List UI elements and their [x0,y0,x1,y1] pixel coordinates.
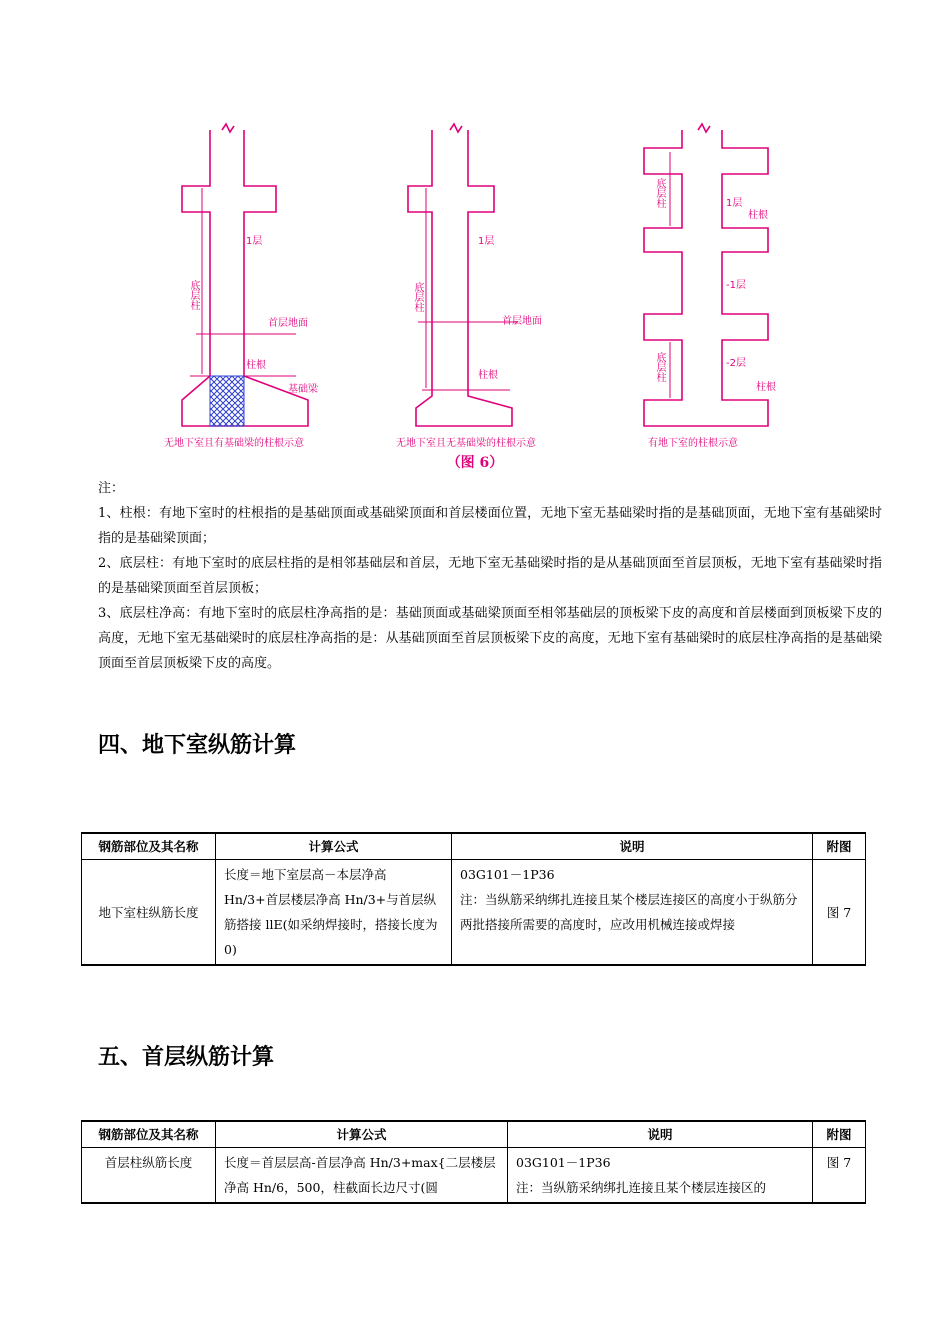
figure-6 [160,118,800,478]
note-item: 1、柱根：有地下室时的柱根指的是基础顶面或基础梁顶面和首层楼面位置，无地下室无基础梁时指的是基础顶面，无地下室有基础梁时指的是基础梁顶面； [98,506,882,546]
row-note-ref: 03G101－1P36 [516,1155,611,1170]
diagram-c-minus1-label: -1层 [726,280,746,291]
table-row [82,1148,866,1204]
notes-heading: 注： [98,481,125,496]
row-note-text: 注：当纵筋采纳绑扎连接且某个楼层连接区的 [516,1180,767,1195]
diagram-b-column-label: 底层柱 [412,282,423,312]
diagram-c-column-top-label: 底层柱 [654,178,665,208]
row-figure: 图 7 [813,1148,866,1204]
column-root-diagrams [160,118,800,458]
diagram-c-caption: 有地下室的柱根示意 [648,438,738,449]
section-5-table [81,1120,866,1204]
row-figure: 图 7 [813,860,866,966]
table-row [82,860,866,966]
diagram-a-root-label: 柱根 [246,360,266,371]
row-note-ref: 03G101－1P36 [460,867,555,882]
row-formula: 长度＝首层层高-首层净高 Hn/3+max{二层楼层净高 Hn/6，500，柱截面长边尺寸(圆 [216,1148,508,1204]
row-name: 首层柱纵筋长度 [82,1148,216,1204]
row-name: 地下室柱纵筋长度 [82,860,216,966]
section-4-title: 四、地下室纵筋计算 [98,733,297,758]
row-note-text: 注：当纵筋采纳绑扎连接且某个楼层连接区的高度小于纵筋分两批搭接所需要的高度时，应改用机械连接或焊接 [460,892,798,932]
row-note [508,1148,813,1204]
table-header-row [82,833,866,860]
foundation-beam-hatch [210,376,244,426]
diagram-a-column-label: 底层柱 [188,280,199,310]
diagram-c-column-bottom-label: 底层柱 [654,352,665,382]
header-formula: 计算公式 [216,833,452,860]
header-formula: 计算公式 [216,1121,508,1148]
diagram-b-ground-label: 首层地面 [502,316,542,327]
notes [98,476,882,676]
diagram-a-floor1-label: 1层 [246,236,263,247]
diagram-b-root-label: 柱根 [478,370,498,381]
diagram-c-floor1-label: 1层 [726,198,743,209]
figure-number: （图 6） [446,455,504,471]
header-figure: 附图 [813,1121,866,1148]
diagram-a-caption: 无地下室且有基础梁的柱根示意 [164,438,304,449]
diagram-b-caption: 无地下室且无基础梁的柱根示意 [396,438,536,449]
note-item: 2、底层柱：有地下室时的底层柱指的是相邻基础层和首层，无地下室无基础梁时指的是从基础顶面至首层顶板，无地下室有基础梁时指的是基础梁顶面至首层顶板； [98,556,882,596]
header-name: 钢筋部位及其名称 [82,833,216,860]
diagram-b-shape [408,124,518,426]
row-note [452,860,813,966]
diagram-c-root-bottom-label: 柱根 [756,382,776,393]
diagram-c-minus2-label: -2层 [726,358,746,369]
table-header-row [82,1121,866,1148]
header-name: 钢筋部位及其名称 [82,1121,216,1148]
note-item: 3、底层柱净高：有地下室时的底层柱净高指的是：基础顶面或基础梁顶面至相邻基础层的顶板梁下皮的高度和首层楼面到顶板梁下皮的高度，无地下室无基础梁时的底层柱净高指的是：从基础顶面至首层顶板梁下皮的高度，无地下室有基础梁时的底层柱净高指的是基础梁顶面至首层顶板梁下皮的高度。 [98,606,882,671]
diagram-a-beam-label: 基础梁 [288,384,318,395]
header-note: 说明 [452,833,813,860]
row-formula: 长度＝地下室层高－本层净高 Hn/3+首层楼层净高 Hn/3+与首层纵筋搭接 llE(如采纳焊接时，搭接长度为0) [216,860,452,966]
section-4-table [81,832,866,966]
diagram-c-root-top-label: 柱根 [748,210,768,221]
diagram-b-floor1-label: 1层 [478,236,495,247]
diagram-a-ground-label: 首层地面 [268,318,308,329]
header-note: 说明 [508,1121,813,1148]
section-5-title: 五、首层纵筋计算 [98,1045,275,1070]
header-figure: 附图 [813,833,866,860]
